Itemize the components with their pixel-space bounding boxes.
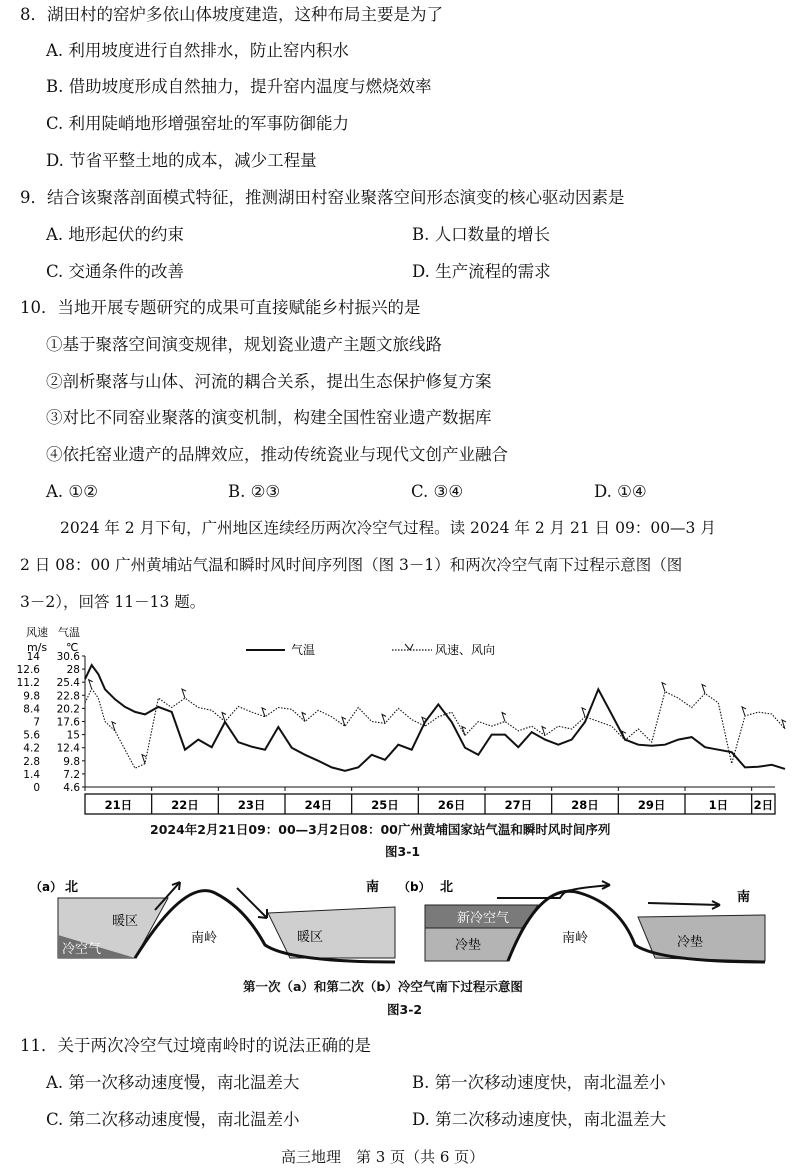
left-axis-unit: m/s [27,641,48,654]
left-tick-label: 11.2 [16,677,40,690]
date-label: 26日 [437,798,466,812]
panel-b-south: 南 [737,890,751,905]
date-label: 25日 [371,798,399,812]
q11-option-a: A. 第一次移动速度慢，南北温差大 [46,1073,300,1092]
temperature-line [85,665,785,771]
date-label: 29日 [637,798,666,812]
fig2-caption: 第一次（a）和第二次（b）冷空气南下过程示意图 [243,979,523,994]
date-label: 27日 [504,798,533,812]
date-label: 24日 [304,798,333,812]
q8-option-b: B. 借助坡度形成自然抽力，提升窑内温度与燃烧效率 [46,77,432,96]
panel-a-tag: （a） [30,880,63,894]
wind-barb [582,708,586,717]
right-tick-label: 15 [66,729,80,742]
right-tick-label: 30.6 [56,651,80,663]
right-tick-label: 28 [66,664,80,677]
q9-option-d: D. 生产流程的需求 [412,262,551,281]
panel-a-mountain-label: 南岭 [191,931,218,946]
left-tick-label: 9.8 [23,690,40,703]
fig1-label: 图3-1 [385,844,421,859]
q11-stem: 11．关于两次冷空气过境南岭时的说法正确的是 [20,1036,371,1055]
date-label: 22日 [171,798,199,812]
right-tick-label: 12.4 [56,742,80,755]
wind-barb [702,684,706,693]
date-label: 28日 [571,798,599,812]
fig1-title: 2024年2月21日09：00—3月2日08：00广州黄埔国家站气温和瞬时风时间序列 [150,822,611,837]
right-tick-label: 17.6 [56,716,80,729]
q8-option-a: A. 利用坡度进行自然排水，防止窑内积水 [46,41,349,60]
panel-a-warm-zone-right [268,907,395,958]
panel-a-cold-label: 冷空气 [62,942,102,957]
panel-b-new-cold-label: 新冷空气 [457,911,510,926]
panel-b-pad-label-right: 冷垫 [677,935,704,950]
panel-a-north: 北 [65,880,79,895]
q10-item-1: ①基于聚落空间演变规律，规划瓷业遗产主题文旅线路 [46,335,442,354]
left-tick-label: 5.6 [23,729,40,742]
page-footer: 高三地理 第 3 页（共 6 页） [281,1148,485,1166]
right-tick-label: 20.2 [56,703,80,716]
panel-a-warm-label-right: 暖区 [297,930,324,945]
left-tick-label: 2.8 [23,755,40,768]
panel-b-arrow-lower [648,903,720,905]
q9-option-a: A. 地形起伏的约束 [46,225,184,244]
intro-line-3: 3－2），回答 11－13 题。 [20,593,206,611]
panel-b-mountain-label: 南岭 [562,931,589,946]
q11-option-b: B. 第一次移动速度快，南北温差小 [412,1073,666,1092]
panel-b-pad-label-left: 冷垫 [455,938,482,953]
q10-stem: 10．当地开展专题研究的成果可直接赋能乡村振兴的是 [20,298,421,317]
right-tick-label: 7.2 [63,768,80,781]
q10-option-c: C. ③④ [411,482,464,501]
q10-option-b: B. ②③ [228,482,281,501]
legend-wind-label: 风速、风向 [435,643,496,657]
q10-item-2: ②剖析聚落与山体、河流的耦合关系，提出生态保护修复方案 [46,372,492,391]
q9-option-c: C. 交通条件的改善 [46,262,185,281]
right-axis-unit: ℃ [66,641,79,654]
legend-wind-barb [405,644,413,650]
q10-item-4: ④依托窑业遗产的品牌效应，推动传统瓷业与现代文创产业融合 [46,445,508,464]
panel-a-south: 南 [366,880,380,895]
date-label: 2日 [753,798,774,812]
left-axis-title: 风速 [26,626,48,639]
q10-item-3: ③对比不同窑业聚落的演变机制，构建全国性窑业遗产数据库 [46,408,492,427]
q9-stem: 9．结合该聚落剖面模式特征，推测湖田村窑业聚落空间形态演变的核心驱动因素是 [20,188,625,207]
legend-temp-label: 气温 [291,643,316,657]
date-label: 1日 [708,798,729,812]
time-series-chart [0,622,800,847]
wind-barb [142,755,146,764]
panel-a-warm-label-left: 暖区 [112,914,139,929]
intro-line-1: 2024 年 2 月下旬，广州地区连续经历两次冷空气过程。读 2024 年 2 月 21 日 09：00—3 月 [60,519,716,537]
panel-b-tag: （b） [398,880,431,894]
wind-barb [662,683,666,692]
q9-option-b: B. 人口数量的增长 [412,225,551,244]
left-tick-label: 1.4 [23,768,40,781]
left-tick-label: 12.6 [16,664,40,677]
right-axis-title: 气温 [58,626,80,639]
date-label: 21日 [104,798,133,812]
right-tick-label: 9.8 [63,755,80,768]
panel-b-north: 北 [440,880,454,895]
left-tick-label: 0 [33,782,40,794]
left-tick-label: 14 [26,651,40,663]
fig2-label: 图3-2 [387,1002,423,1017]
right-tick-label: 25.4 [56,677,80,690]
q8-stem: 8．湖田村的窑炉多依山体坡度建造，这种布局主要是为了 [20,5,443,24]
wind-barb [742,707,746,716]
date-label: 23日 [237,798,266,812]
q11-option-d: D. 第二次移动速度快，南北温差大 [412,1110,667,1129]
wind-speed-line [85,689,785,769]
wind-barb [382,714,386,723]
intro-line-2: 2 日 08：00 广州黄埔站气温和瞬时风时间序列图（图 3－1）和两次冷空气南下过程示意图（图 [20,556,683,574]
wind-barb [89,680,93,689]
wind-barb [262,708,266,717]
wind-barb [222,713,226,722]
right-tick-label: 22.8 [56,690,80,703]
wind-barb [182,689,186,698]
q10-option-a: A. ①② [46,482,98,501]
cold-air-diagram [0,872,800,977]
q11-option-c: C. 第二次移动速度慢，南北温差小 [46,1110,300,1129]
q8-option-c: C. 利用陡峭地形增强窑址的军事防御能力 [46,114,350,133]
left-tick-label: 7 [33,716,40,729]
q8-option-d: D. 节省平整土地的成本，减少工程量 [46,151,317,170]
right-tick-label: 4.6 [63,782,80,794]
wind-barb [502,713,506,722]
left-tick-label: 4.2 [23,742,40,755]
q10-option-d: D. ①④ [594,482,647,501]
left-tick-label: 8.4 [23,703,40,716]
